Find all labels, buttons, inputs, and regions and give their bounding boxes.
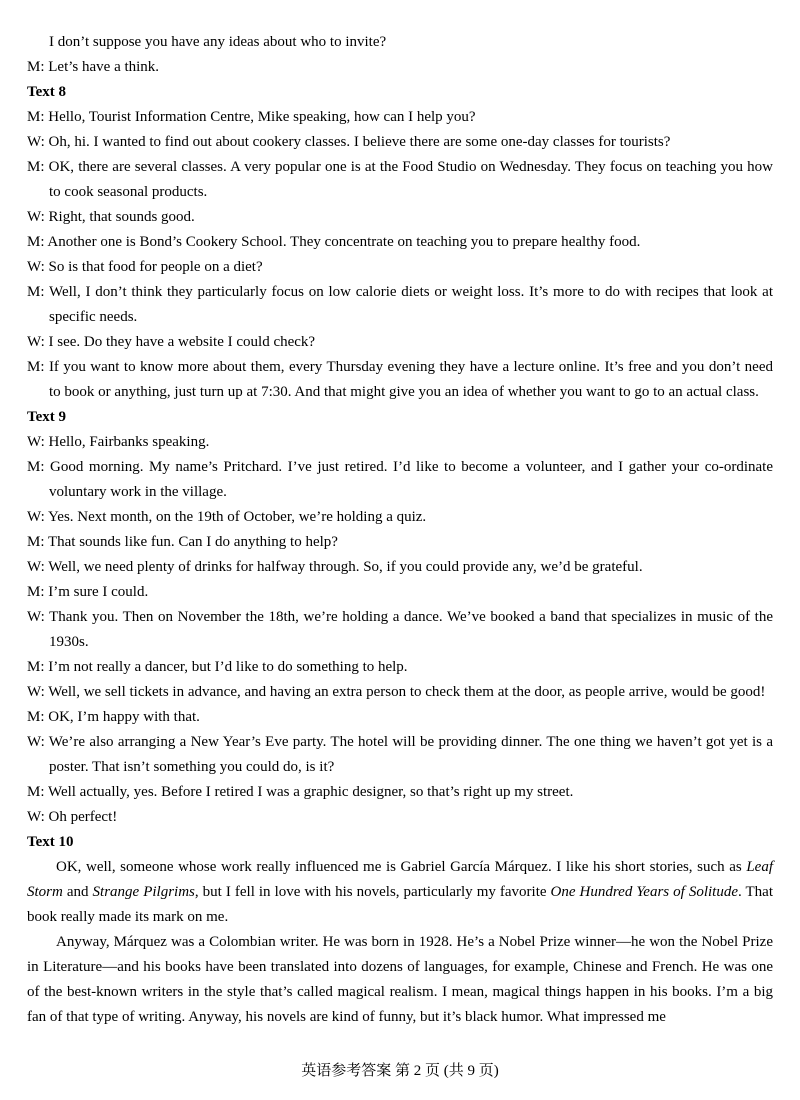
- text-run: M: Good morning. My name’s Pritchard. I’ve just retired. I’d like to become a volunteer, and I gather your co-ordinate voluntary work in the village.: [27, 459, 773, 500]
- text-run: M: Another one is Bond’s Cookery School. They concentrate on teaching you to prepare healthy food.: [27, 234, 641, 250]
- transcript-line: [27, 280, 773, 330]
- transcript-line: [27, 780, 773, 805]
- transcript-line: [27, 155, 773, 205]
- transcript-line: [27, 455, 773, 505]
- text-run: W: Oh, hi. I wanted to find out about cookery classes. I believe there are some one-day classes for tourists?: [27, 134, 671, 150]
- transcript-line: [27, 580, 773, 605]
- text-run: W: Right, that sounds good.: [27, 209, 195, 225]
- text-run: M: Let’s have a think.: [27, 59, 160, 75]
- transcript-line: [27, 105, 773, 130]
- text-run: Text 8: [27, 84, 67, 100]
- text-run: M: If you want to know more about them, every Thursday evening they have a lecture online. It’s free and you don’t need to book or anything, just turn up at 7:30. And that might give you an idea of whether you want to go to an actual class.: [27, 359, 773, 400]
- text-run: W: Thank you. Then on November the 18th, we’re holding a dance. We’ve booked a band that specializes in music of the 1930s.: [27, 609, 773, 650]
- text-run: , but I fell in love with his novels, particularly my favorite: [194, 884, 551, 900]
- text-run: W: Well, we sell tickets in advance, and having an extra person to check them at the door, as people arrive, would be good!: [27, 684, 766, 700]
- text-run: W: Hello, Fairbanks speaking.: [27, 434, 210, 450]
- text-heading: [27, 830, 773, 855]
- transcript-line: [27, 55, 773, 80]
- text-run: M: I’m not really a dancer, but I’d like to do something to help.: [27, 659, 408, 675]
- transcript-line: [27, 730, 773, 780]
- text-run: Anyway, Márquez was a Colombian writer. He was born in 1928. He’s a Nobel Prize winner—he won the Nobel Prize in Literature—and his books have been translated into dozens of languages, for example, Chinese and French. He was one of the best-known writers in the style that’s called magical realism. I mean, magical things happen in his books. I’m a big fan of that type of writing. Anyway, his novels are kind of funny, but it’s black humor. What impressed me: [27, 934, 773, 1025]
- text-heading: [27, 405, 773, 430]
- text-run: M: I’m sure I could.: [27, 584, 149, 600]
- transcript: [27, 30, 773, 1030]
- transcript-line: [27, 530, 773, 555]
- text-run: M: Hello, Tourist Information Centre, Mike speaking, how can I help you?: [27, 109, 476, 125]
- text-run: M: OK, there are several classes. A very popular one is at the Food Studio on Wednesday. They focus on teaching you how to cook seasonal products.: [27, 159, 773, 200]
- transcript-line: [27, 255, 773, 280]
- text-run: W: Yes. Next month, on the 19th of October, we’re holding a quiz.: [27, 509, 427, 525]
- text-run: I don’t suppose you have any ideas about who to invite?: [49, 34, 387, 50]
- transcript-line: [27, 130, 773, 155]
- text-run: W: Well, we need plenty of drinks for halfway through. So, if you could provide any, we’d be grateful.: [27, 559, 643, 575]
- text-run: and: [62, 884, 93, 900]
- text-run: OK, well, someone whose work really influenced me is Gabriel García Márquez. I like his short stories, such as: [56, 859, 747, 875]
- text-run: M: That sounds like fun. Can I do anything to help?: [27, 534, 338, 550]
- transcript-line: [27, 605, 773, 655]
- transcript-line: [27, 430, 773, 455]
- page-footer: 英语参考答案 第 2 页 (共 9 页): [301, 1063, 499, 1079]
- text-run: W: I see. Do they have a website I could check?: [27, 334, 316, 350]
- text-run: Text 10: [27, 834, 74, 850]
- text-run: M: Well actually, yes. Before I retired I was a graphic designer, so that’s right up my street.: [27, 784, 574, 800]
- transcript-line: [27, 30, 773, 55]
- transcript-line: [27, 505, 773, 530]
- transcript-line: [27, 555, 773, 580]
- book-title: Strange Pilgrims: [92, 884, 195, 900]
- book-title: Leaf Storm: [27, 859, 773, 900]
- transcript-line: [27, 805, 773, 830]
- transcript-line: [27, 330, 773, 355]
- text-run: W: We’re also arranging a New Year’s Eve party. The hotel will be providing dinner. The one thing we haven’t got yet is a poster. That isn’t something you could do, is it?: [27, 734, 773, 775]
- transcript-line: [27, 655, 773, 680]
- text-run: M: Well, I don’t think they particularly focus on low calorie diets or weight loss. It’s more to do with recipes that look at specific needs.: [27, 284, 773, 325]
- text-heading: [27, 80, 773, 105]
- text-run: W: So is that food for people on a diet?: [27, 259, 263, 275]
- transcript-line: [27, 705, 773, 730]
- text-run: . That book really made its mark on me.: [27, 884, 774, 925]
- transcript-line: [27, 930, 773, 1030]
- transcript-line: [27, 680, 773, 705]
- transcript-line: [27, 230, 773, 255]
- text-run: M: OK, I’m happy with that.: [27, 709, 200, 725]
- transcript-line: [27, 355, 773, 405]
- book-title: One Hundred Years of Solitude: [550, 884, 739, 900]
- text-run: Text 9: [27, 409, 67, 425]
- text-run: W: Oh perfect!: [27, 809, 118, 825]
- transcript-line: [27, 205, 773, 230]
- transcript-line: [27, 855, 773, 930]
